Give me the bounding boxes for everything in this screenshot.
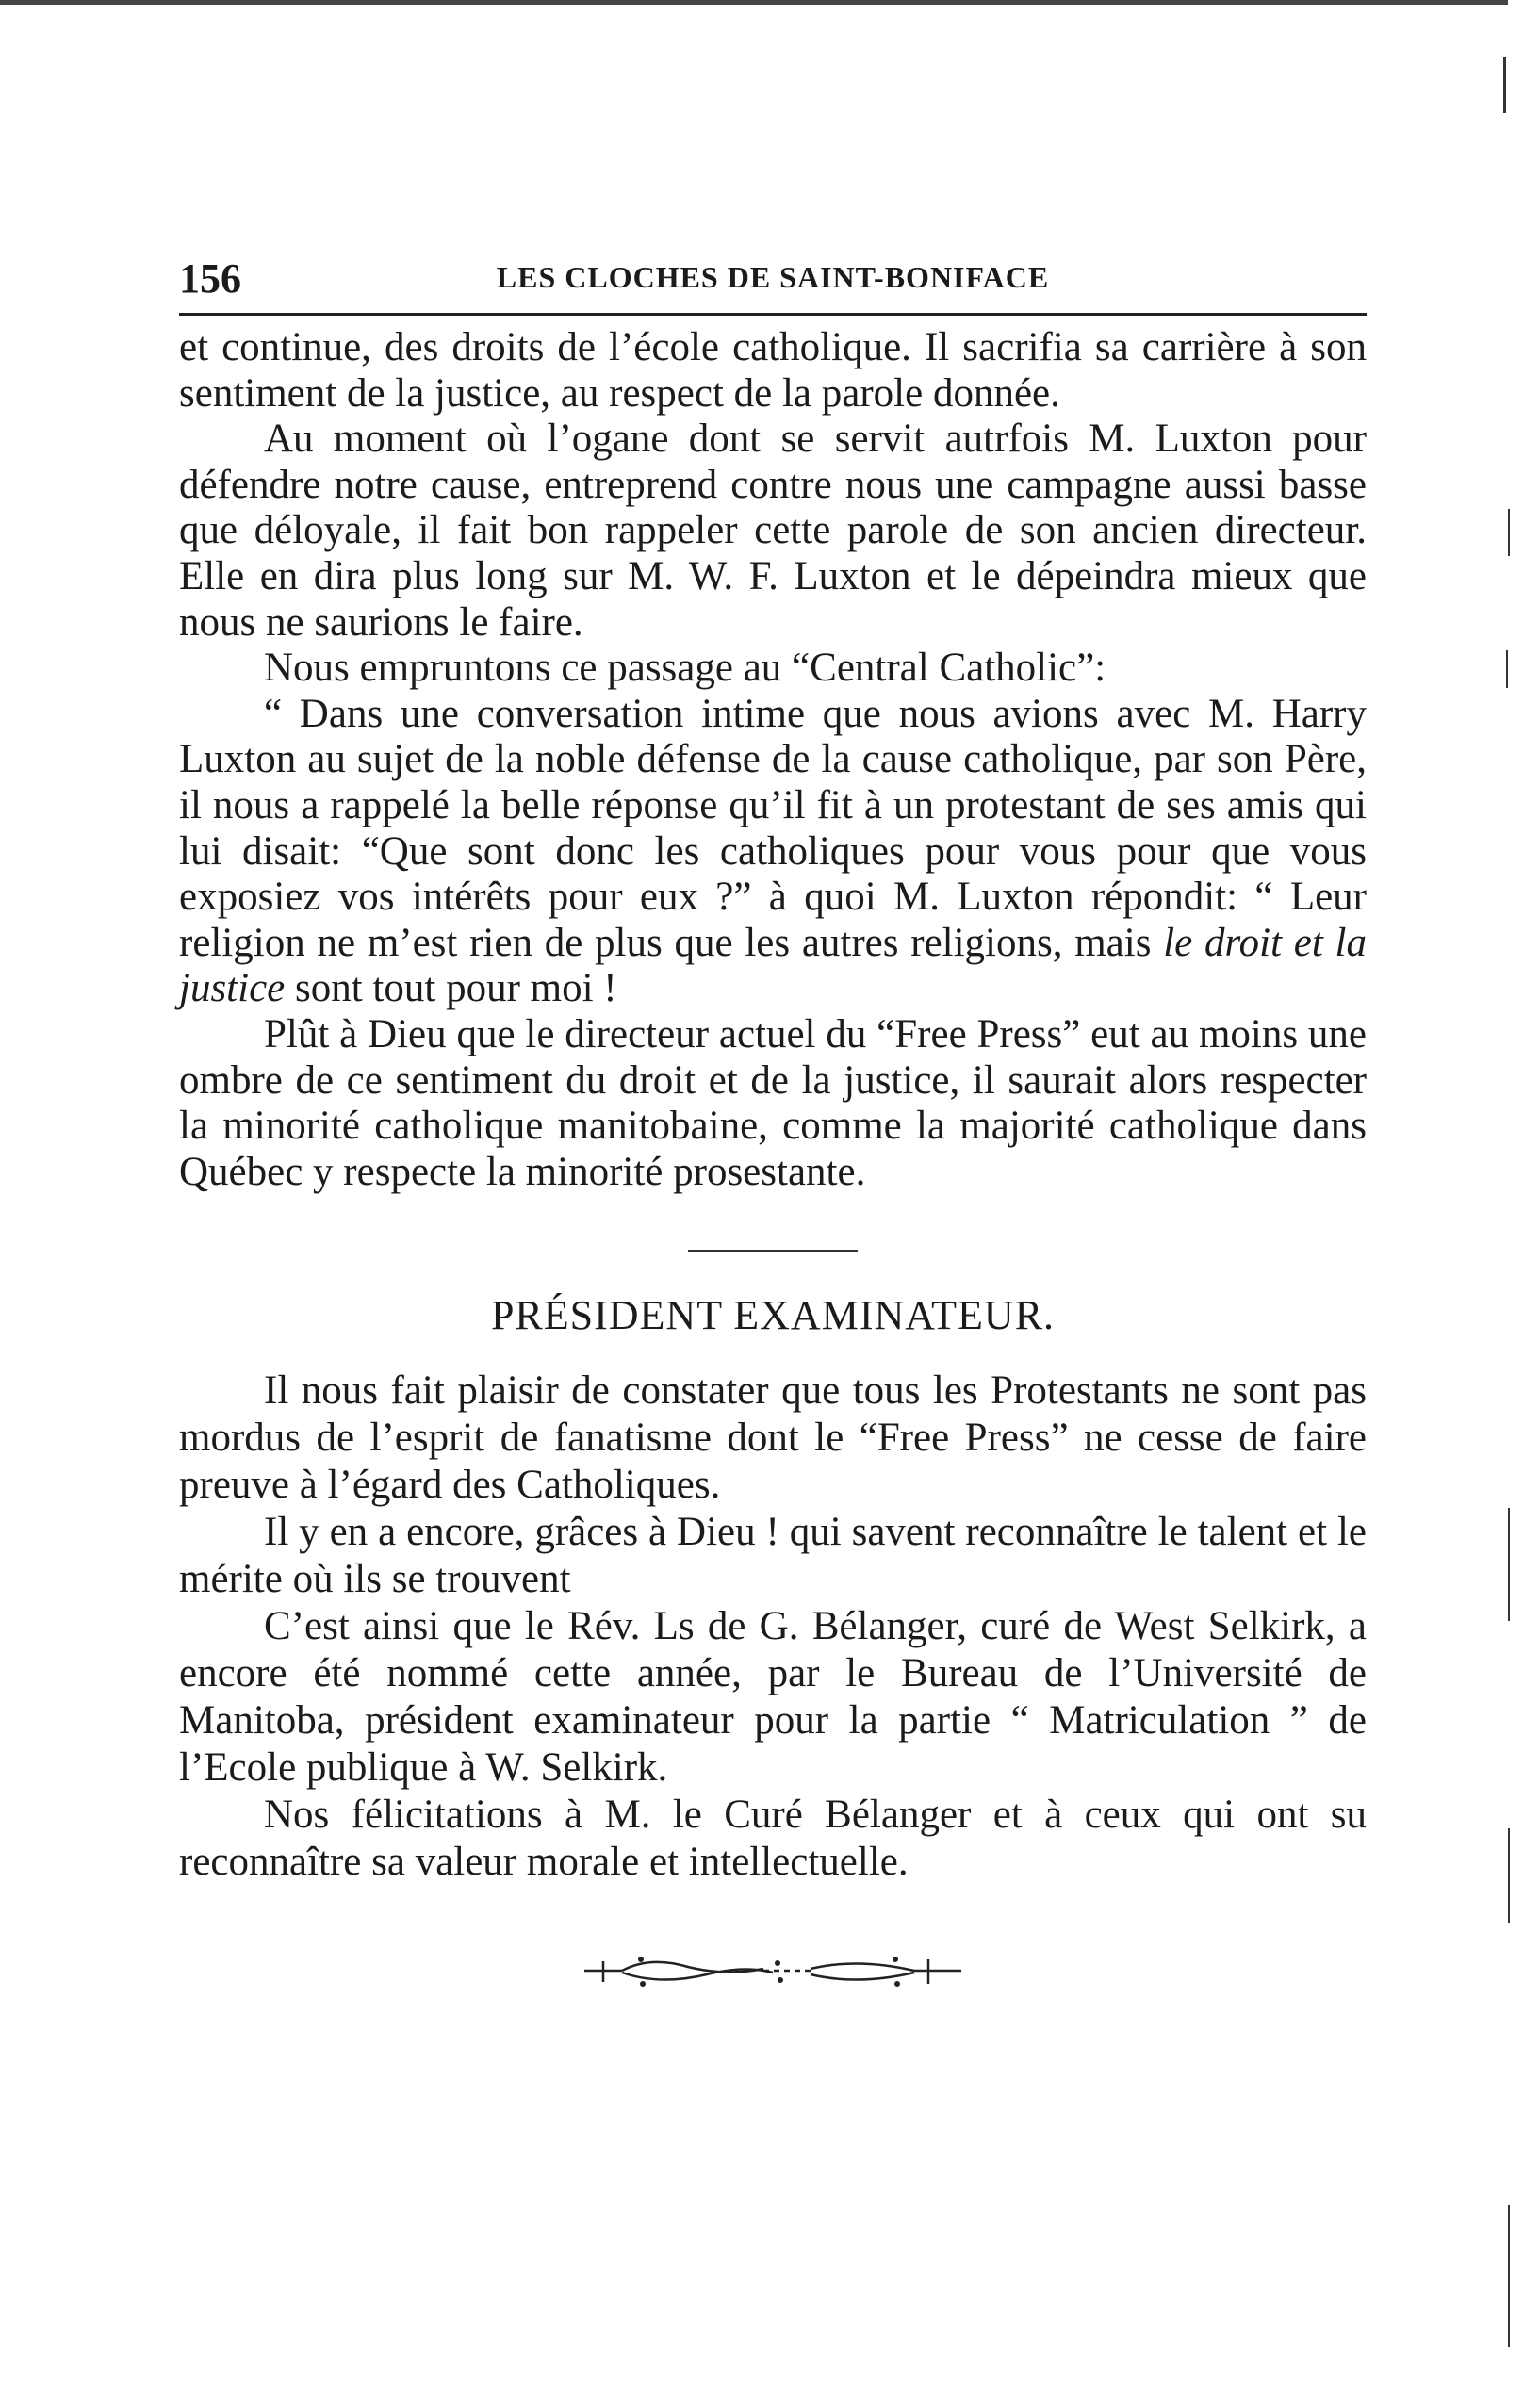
quotation-italic-text: le droit et la justice: [179, 920, 1367, 1011]
paragraph: Au moment où l’ogane dont se servit autrfois M. Luxton pour défendre notre cause, entreprend contre nous une campagne aussi basse que déloyale, il fait bon rappeler cette parole de son ancien directeur. Elle en dira plus long sur M. W. F. Luxton et le dépeindra mieux que nous ne saurions le faire.: [179, 417, 1367, 645]
section-heading: PRÉSIDENT EXAMINATEUR.: [490, 1292, 1056, 1339]
scan-top-edge-rule: [0, 0, 1508, 5]
paragraph: C’est ainsi que le Rév. Ls de G. Bélanger, curé de West Selkirk, a encore été nommé cette année, par le Bureau de l’Université de Manitoba, président examinateur pour la partie “ Matriculation ” de l’Ecole publique à W. Selkirk.: [179, 1604, 1367, 1791]
tailpiece-ornament-icon: [575, 1942, 971, 1999]
article-body: [179, 325, 1367, 1195]
running-title: LES CLOCHES DE SAINT-BONIFACE: [496, 260, 1050, 294]
running-header: [179, 254, 1367, 302]
paragraph: Plût à Dieu que le directeur actuel du “Free Press” eut au moins une ombre de ce sentiment du droit et de la justice, il saurait alors respecter la minorité catholique manitobaine, comme la majorité catholique dans Québec y respecte la minorité prosestante.: [179, 1011, 1367, 1194]
book-page: [179, 254, 1367, 1999]
paragraph: Nous empruntons ce passage au “Central Catholic”:: [264, 646, 1106, 691]
paragraph: Nos félicitations à M. le Curé Bélanger et à ceux qui ont su reconnaître sa valeur morale et intellectuelle.: [179, 1793, 1367, 1885]
scan-margin-mark: [1508, 1508, 1510, 1621]
scan-margin-mark: [1503, 57, 1506, 113]
paragraph: Il y en a encore, grâces à Dieu ! qui savent reconnaître le talent et le mérite où ils se trouvent: [179, 1510, 1367, 1602]
scan-margin-mark: [1506, 650, 1508, 688]
quotation-text: “ Dans une conversation intime que nous avions avec M. Harry Luxton au sujet de la noble défense de la cause catholique, par son Père, il nous a rappelé la belle réponse qu’il fit à un protestant de ses amis qui lui disait: “Que sont donc les catholiques pour vous pour que vous exposiez vos intérêts pour eux ?” à quoi M. Luxton répondit: “ Leur religion ne m’est rien de plus que les autres religions, mais: [179, 691, 1367, 965]
section-body: [179, 1367, 1367, 1886]
section-divider-rule: [688, 1250, 858, 1252]
paragraph: et continue, des droits de l’école catholique. Il sacrifia sa carrière à son sentiment de la justice, au respect de la parole donnée.: [179, 325, 1367, 416]
header-rule: [179, 313, 1367, 316]
quotation-text-end: sont tout pour moi !: [295, 966, 617, 1011]
quotation-paragraph: [179, 692, 1367, 1012]
scan-margin-mark: [1508, 1828, 1510, 1923]
scan-margin-mark: [1508, 509, 1510, 556]
scan-margin-mark: [1508, 2205, 1510, 2347]
page-number: 156: [179, 255, 241, 302]
paragraph: Il nous fait plaisir de constater que tous les Protestants ne sont pas mordus de l’esprit de fanatisme dont le “Free Press” ne cesse de faire preuve à l’égard des Catholiques.: [179, 1368, 1367, 1508]
